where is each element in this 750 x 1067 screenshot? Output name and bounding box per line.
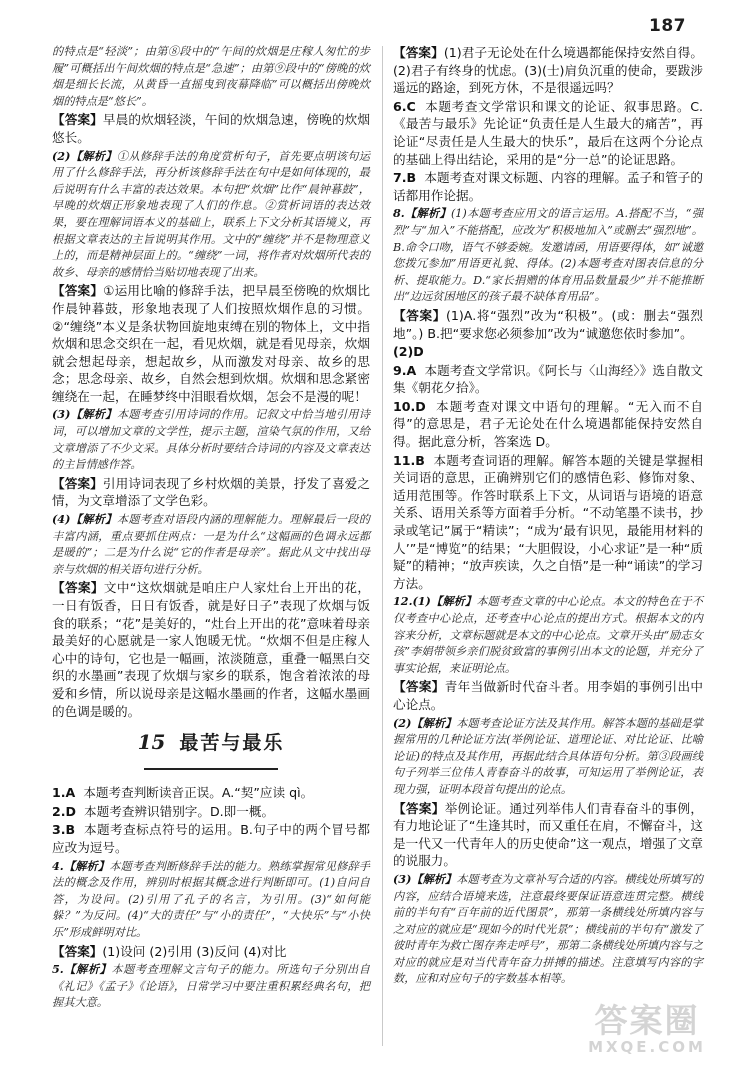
answer-block xyxy=(52,111,370,146)
section-heading xyxy=(52,730,370,774)
question-item xyxy=(52,821,370,856)
question-item xyxy=(393,452,703,593)
answer-block xyxy=(393,44,703,97)
explanation-text: 本题考查论证方法及其作用。解答本题的基础是掌握常用的几种论证方法(举例论证、道理论证、对比论证、比喻论证)的特点及其作用，再据此结合具体语句分析。第③段画线句子列举三位伟人青春奋斗的故事，可知运用了举例论证，表现力强，证明本段首句提出的论点。 xyxy=(393,716,703,796)
explanation-text: 本题考查理解文言句子的能力。所选句子分别出自《礼记》《孟子》《论语》，日常学习中要注重积累经典名句，把握其大意。 xyxy=(52,963,370,1010)
answer-line: (2)D xyxy=(393,344,424,360)
explanation-tag: 12.(1)【解析】 xyxy=(393,594,477,609)
explanation-text: (1)本题考查应用文的语言运用。A.搭配不当，“强烈”与“加入”不能搭配，应改为“积极地加入”或删去“强烈地”。B.命令口吻，语气不够委婉。发邀请函，用语要得体，如“诚邀您拨冗参加”用语更礼貌、得体。(2)本题考查对图表信息的分析、提取能力。D.“家长捐赠的体育用品数量最少”并不能推断出“边远贫困地区的孩子最不缺体育用品”。 xyxy=(393,207,704,304)
question-item xyxy=(52,784,370,802)
right-column xyxy=(393,44,703,989)
question-text: 本题考查文学常识。《阿长与〈山海经〉》选自散文集《朝花夕拾》。 xyxy=(393,362,703,396)
explanation-block xyxy=(393,205,703,306)
explanation-tag: (2)【解析】 xyxy=(52,148,117,163)
section-title: 最苦与最乐 xyxy=(179,732,285,755)
explanation-block xyxy=(52,511,370,578)
explanation-tag: (3)【解析】 xyxy=(393,871,457,886)
answer-tag: 【答案】 xyxy=(52,943,103,959)
question-text: 本题考查标点符号的运用。B.句子中的两个冒号都应改为逗号。 xyxy=(52,822,370,855)
watermark-logo-text: 答案圈 xyxy=(594,1001,700,1040)
explanation-text: 本题考查引用诗词的作用。记叙文中恰当地引用诗词，可以增加文章的文学性，提示主题，渲染气氛的作用，又给文章增添了不少文采。具体分析时要结合诗词的内容及文章表达的主旨情感作答。 xyxy=(52,408,370,472)
question-item xyxy=(393,398,703,451)
answer-text: 早晨的炊烟轻淡，午间的炊烟急速，傍晚的炊烟悠长。 xyxy=(52,112,371,145)
question-number: 11.B xyxy=(393,452,425,468)
answer-block xyxy=(52,943,370,961)
question-number: 3.B xyxy=(52,822,76,838)
question-item xyxy=(393,169,703,204)
page-number: 187 xyxy=(649,16,686,36)
question-number: 9.A xyxy=(393,362,417,378)
site-watermark xyxy=(562,1003,732,1059)
answer-text: 举例论证。通过列举伟人们青春奋斗的事例，有力地论证了“生逢其时，而又重任在肩，不懈奋斗，这是一代又一代青年人的历史使命”这一观点，增强了文章的说服力。 xyxy=(393,800,704,869)
answer-text: (1)设问 (2)引用 (3)反问 (4)对比 xyxy=(102,943,287,959)
explanation-text: ①从修辞手法的角度赏析句子，首先要点明该句运用了什么修辞手法，再分析该修辞手法在句中是如何体现的，最后说明有什么丰富的表达效果。本句把“炊烟”比作“晨钟暮鼓”，早晚的炊烟正形象地表现了人们的作息。②赏析词语的表达效果，要在理解词语本义的基础上，联系上下文分析其语境义，再根据文章表达的主旨说明其作用。文中的“缠绕”并不是物理意义上的，而是精神层面上的。“缠绕”一词，将作者对炊烟所代表的故乡、母亲的感情恰当贴切地表现了出来。 xyxy=(52,149,370,279)
intro-paragraph: 的特点是“轻淡”；由第⑧段中的“午间的炊烟是庄稼人匆忙的步履”可概括出午间炊烟的特点是“急速”；由第⑨段中的“傍晚的炊烟是细长长流，从黄昏一直摇曳到夜幕降临”可以概括出傍晚炊烟的特点是“悠长”。 xyxy=(52,45,370,108)
answer-block xyxy=(393,307,703,342)
answer-text: (1)A.将“强烈”改为“积极”。(或：删去“强烈地”。) B.把“要求您必须参加”改为“诚邀您依时参加”。 xyxy=(393,307,703,341)
explanation-block xyxy=(393,871,703,988)
explanation-text: 本题考查为文章补写合适的内容。横线处所填写的内容，应结合语境来选，注意最终要保证语意连贯完整。横线前的半句有“百年前的近代图景”，那第一条横线处所填内容与之对应的就应是“现如今的时代光景”；横线前的半句有“激发了彼时青年为救亡图存奔走呼号”，那第二条横线处所填内容与之对应的就应是对当代青年奋力拼搏的描述。注意填写内容的字数，应和对应句子的字数基本相等。 xyxy=(393,872,703,986)
explanation-text: 本题考查对语段内涵的理解能力。理解最后一段的丰富内涵，重点要抓住两点：一是为什么“这幅画的色调永远都是暖的”；二是为什么说“它的作者是母亲”。据此从文中找出母亲与炊烟的相关语句进行分析。 xyxy=(52,513,370,576)
answer-block xyxy=(393,800,703,870)
question-number: 10.D xyxy=(393,398,426,414)
question-item xyxy=(393,98,703,168)
explanation-block xyxy=(393,715,703,799)
explanation-tag: (3)【解析】 xyxy=(52,407,117,422)
answer-tag: 【答案】 xyxy=(52,580,104,596)
explanation-tag: 8.【解析】 xyxy=(393,206,451,221)
question-item xyxy=(52,803,370,821)
answer-block xyxy=(393,678,703,713)
answer-tag: 【答案】 xyxy=(52,283,104,299)
question-number: 6.C xyxy=(393,98,416,114)
section-number: 15 xyxy=(137,730,166,755)
answer-block xyxy=(52,282,370,405)
question-text: 本题考查文学常识和课文的论证、叙事思路。C.《最苦与最乐》先论证“负责任是人生最大的痛苦”，再论证“尽责任是人生最大的快乐”，最后在这两个分论点的基础上得出结论，采用的是“分一总”的论证思路。 xyxy=(393,98,703,167)
question-text: 本题考查辨识错别字。D.即一概。 xyxy=(84,803,275,819)
answer-tag: 【答案】 xyxy=(52,112,103,128)
answer-text: (1)君子无论处在什么境遇都能保持安然自得。(2)君子有终身的忧虑。(3)(士)肩负沉重的使命，要跋涉遥远的路途，到死方休，不是很遥远吗？ xyxy=(393,45,703,96)
question-item xyxy=(393,362,703,397)
answer-text: 青年当做新时代奋斗者。用李娟的事例引出中心论点。 xyxy=(393,679,704,712)
answer-tag: 【答案】 xyxy=(393,307,446,323)
explanation-text: 本题考查文章的中心论点。本文的特色在于不仅考查中心论点，还考查中心论点的提出方式。根据本文的内容来分析，文章标题就是本文的中心论点。文章开头由“励志女孩”李娟带领乡亲们脱贫致富的事例引出本文的论题，并充分了事实论据，来证明论点。 xyxy=(393,595,703,675)
explanation-block xyxy=(52,406,370,473)
question-text: 本题考查判断读音正误。A.“契”应读 qì。 xyxy=(83,785,314,801)
answer-text: ①运用比喻的修辞手法，把早晨至傍晚的炊烟比作晨钟暮鼓，形象地表现了人们按照炊烟作息的习惯。②“缠绕”本义是条状物回旋地束缚在别的物体上，文中指炊烟和思念交织在一起，看见炊烟，就是看见母亲，炊烟就会想起母亲，想起故乡，从而激发对母亲、故乡的思念；思念母亲、故乡，自然会想到炊烟。炊烟和思念紧密缠绕在一起，在睡梦终中泪眼看炊烟，怎会不是漫的呢！ xyxy=(52,283,371,404)
question-text: 本题考查对课文标题、内容的理解。孟子和管子的话都用作论据。 xyxy=(393,170,704,203)
question-number: 2.D xyxy=(52,803,77,819)
explanation-tag: 5.【解析】 xyxy=(52,962,112,977)
question-number: 7.B xyxy=(393,170,417,186)
answer-block xyxy=(52,475,370,510)
explanation-block xyxy=(52,858,370,942)
explanation-block xyxy=(393,593,703,677)
answer-tag: 【答案】 xyxy=(393,45,444,60)
answer-tag: 【答案】 xyxy=(393,800,445,816)
explanation-text: 本题考查判断修辞手法的能力。熟练掌握常见修辞手法的概念及作用，辨别时根据其概念进行判断即可。(1)自问自答，为设问。(2)引用了孔子的名言，为引用。(3)“如何能躲？”为反问。(4)“大的责任”与“小的责任”，“大快乐”与“小快乐”形成鲜明对比。 xyxy=(52,859,370,939)
explanation-block xyxy=(52,148,370,282)
explanation-block xyxy=(52,961,370,1012)
section-underline xyxy=(144,768,278,770)
answer-text: 引用诗词表现了乡村炊烟的美景，抒发了喜爱之情，为文章增添了文学色彩。 xyxy=(52,475,371,509)
answer-tag: 【答案】 xyxy=(393,679,445,695)
answer-block xyxy=(52,579,370,720)
question-number: 1.A xyxy=(52,785,76,801)
explanation-tag: 4.【解析】 xyxy=(52,858,110,873)
question-text: 本题考查对课文中语句的理解。“无入而不自得”的意思是，君子无论处在什么境遇都能保持安然自得。据此意分析，答案选 D。 xyxy=(393,398,703,450)
watermark-url-text: MXQE.COM xyxy=(588,1038,706,1056)
column-divider xyxy=(382,46,383,1046)
question-text: 本题考查词语的理解。解答本题的关键是掌握相关词语的意思，正确辨别它们的感情色彩、修饰对象、适用范围等。作答时联系上下文，从词语与语境的语意关系、语用关系等方面着手分析。“不动笔墨不读书，抄录或笔记”属于“精读”；“成为‘最有识见，最能用材料的人’”是“博览”的结果；“大胆假设，小心求证”是一种“质疑”的精神；“放声疾读，久之自悟”是一种“诵读”的学习方法。 xyxy=(393,452,703,591)
answer-text: 文中“这炊烟就是咱庄户人家灶台上开出的花，一日有饭香，日日有饭香，就是好日子”表现了炊烟与饭食的联系；“花”是美好的，“灶台上开出的花”意味着母亲最美好的心愿就是一家人饱暖无忧。“炊烟不但是庄稼人心中的诗句，它也是一幅画，浓淡随意，重叠一幅黑白交织的水墨画”表现了炊烟与家乡的联系，饱含着浓浓的母爱和乡情，所以说母亲是这幅水墨画的作者，这幅水墨画的色调是暖的。 xyxy=(52,580,371,719)
left-column xyxy=(52,44,370,1013)
answer-tag: 【答案】 xyxy=(52,475,103,491)
explanation-tag: (2)【解析】 xyxy=(393,715,457,730)
explanation-tag: (4)【解析】 xyxy=(52,512,117,527)
